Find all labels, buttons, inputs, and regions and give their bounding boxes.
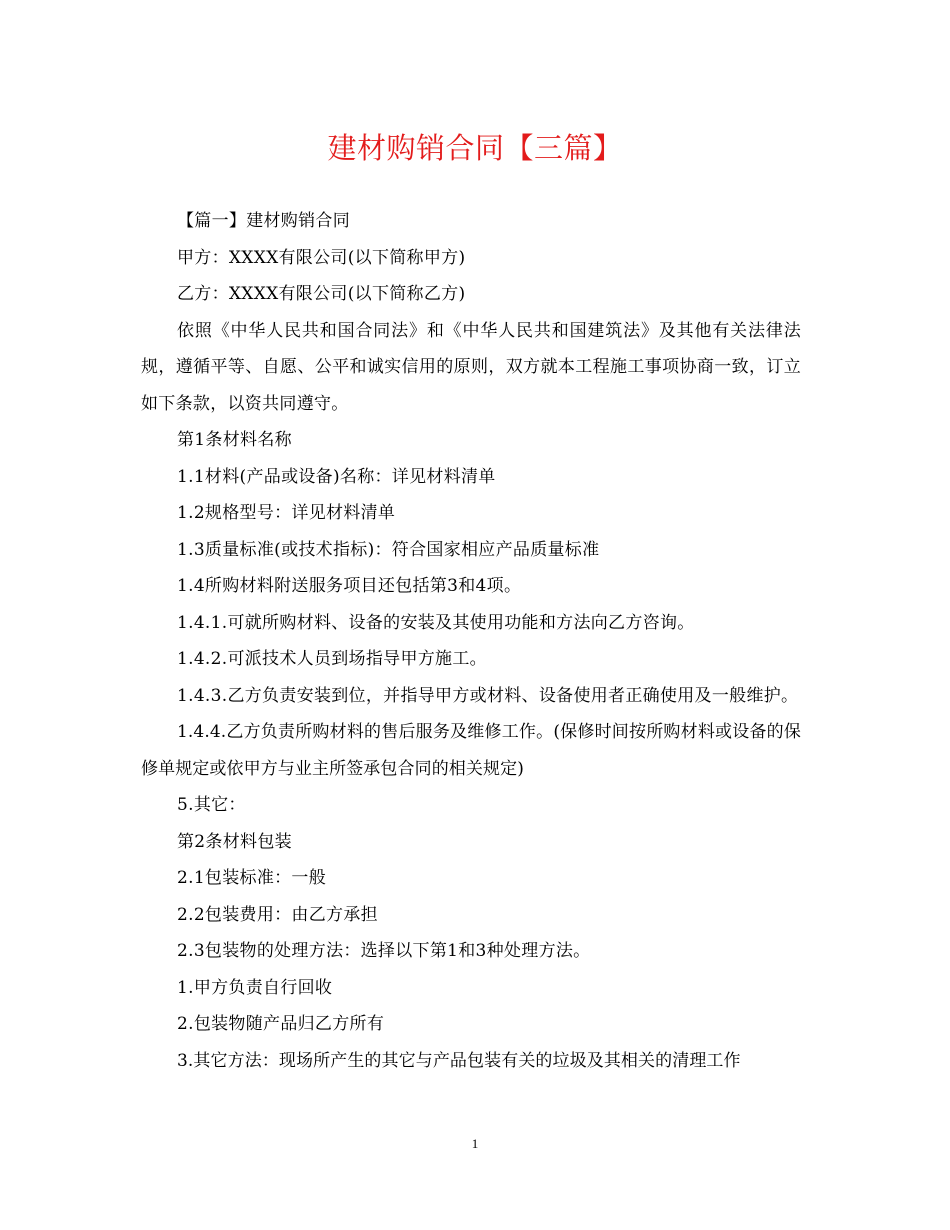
- option-1: 1.甲方负责自行回收: [177, 977, 333, 998]
- document-body: [141, 203, 801, 1079]
- option-3: 3.其它方法：现场所产生的其它与产品包装有关的垃圾及其相关的清理工作: [177, 1050, 741, 1071]
- section-heading-part-one: 【篇一】建材购销合同: [177, 211, 350, 231]
- clause-2-2: 2.2包装费用：由乙方承担: [177, 904, 378, 925]
- clause-1-4-2: 1.4.2.可派技术人员到场指导甲方施工。: [177, 649, 487, 669]
- clause-5-other: 5.其它：: [177, 795, 246, 815]
- article-1-heading: 第1条材料名称: [177, 430, 292, 450]
- party-b-line: 乙方：XXXX有限公司(以下简称乙方): [177, 284, 466, 304]
- clause-2-3: 2.3包装物的处理方法：选择以下第1和3种处理方法。: [177, 941, 591, 961]
- option-2: 2.包装物随产品归乙方所有: [177, 1014, 385, 1034]
- clause-1-4: 1.4所购材料附送服务项目还包括第3和4项。: [177, 576, 522, 596]
- clause-1-4-4: 1.4.4.乙方负责所购材料的售后服务及维修工作。(保修时间按所购材料或设备的保修单规定或依甲方与业主所签承包合同的相关规定): [141, 722, 801, 779]
- clause-1-1: 1.1材料(产品或设备)名称：详见材料清单: [177, 466, 496, 487]
- clause-1-3: 1.3质量标准(或技术指标)：符合国家相应产品质量标准: [177, 539, 600, 560]
- clause-2-1: 2.1包装标准：一般: [177, 868, 327, 888]
- document-title: 建材购销合同【三篇】: [327, 131, 623, 165]
- clause-1-4-1: 1.4.1.可就所购材料、设备的安装及其使用功能和方法向乙方咨询。: [177, 612, 695, 633]
- preamble-paragraph: 依照《中华人民共和国合同法》和《中华人民共和国建筑法》及其他有关法律法规，遵循平等、自愿、公平和诚实信用的原则，双方就本工程施工事项协商一致，订立如下条款，以资共同遵守。: [141, 320, 801, 414]
- party-a-line: 甲方：XXXX有限公司(以下简称甲方): [177, 247, 466, 268]
- clause-1-4-3: 1.4.3.乙方负责安装到位，并指导甲方或材料、设备使用者正确使用及一般维护。: [177, 685, 799, 706]
- article-2-heading: 第2条材料包装: [177, 831, 292, 852]
- clause-1-2: 1.2规格型号：详见材料清单: [177, 503, 396, 523]
- page-number: 1: [471, 1136, 479, 1151]
